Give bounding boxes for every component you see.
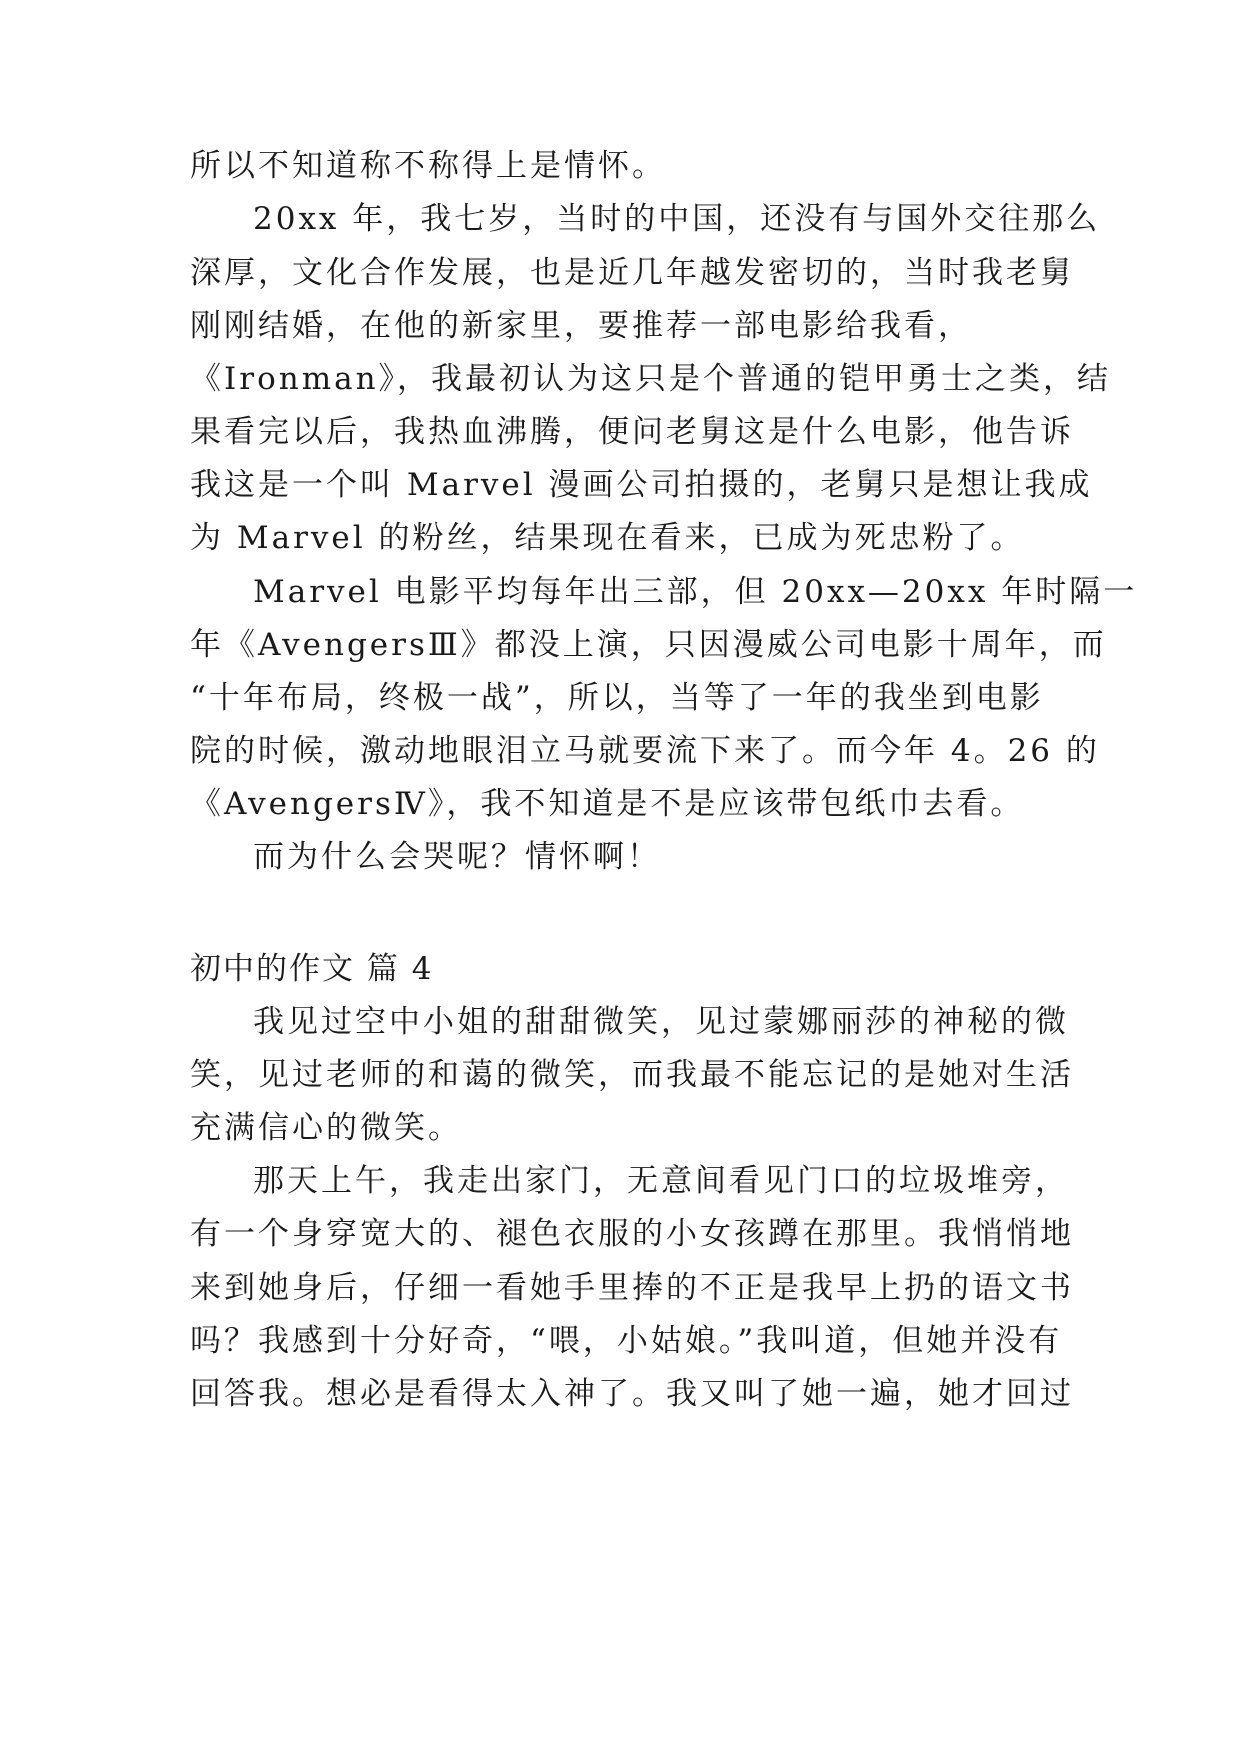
text-line: Marvel 电影平均每年出三部，但 20xx—20xx 年时隔一 <box>253 574 1138 610</box>
text-line: 有一个身穿宽大的、褪色衣服的小女孩蹲在那里。我悄悄地 <box>190 1216 1074 1252</box>
text-line: 院的时候，激动地眼泪立马就要流下来了。而今年 4。26 的 <box>190 733 1100 769</box>
text-line: 果看完以后，我热血沸腾，便问老舅这是什么电影，他告诉 <box>190 414 1074 450</box>
text-line: 充满信心的微笑。 <box>190 1110 462 1146</box>
text-line: 所以不知道称不称得上是情怀。 <box>190 148 666 184</box>
text-line: 那天上午，我走出家门，无意间看见门口的垃圾堆旁， <box>253 1163 1069 1199</box>
text-line: 吗？我感到十分好奇，“喂，小姑娘。”我叫道，但她并没有 <box>190 1323 1063 1359</box>
text-line: 我见过空中小姐的甜甜微笑，见过蒙娜丽莎的神秘的微 <box>253 1004 1069 1040</box>
text-line: 《Ironman》，我最初认为这只是个普通的铠甲勇士之类，结 <box>190 361 1112 397</box>
text-line: 回答我。想必是看得太入神了。我又叫了她一遍，她才回过 <box>190 1376 1074 1412</box>
text-line: 深厚，文化合作发展，也是近几年越发密切的，当时我老舅 <box>190 255 1074 291</box>
text-line: 《AvengersⅣ》，我不知道是不是应该带包纸巾去看。 <box>190 786 1025 822</box>
text-line: 刚刚结婚，在他的新家里，要推荐一部电影给我看， <box>190 308 972 344</box>
text-line: 20xx 年，我七岁，当时的中国，还没有与国外交往那么 <box>253 201 1101 237</box>
text-line: 而为什么会哭呢？情怀啊！ <box>253 839 661 875</box>
text-line: 为 Marvel 的粉丝，结果现在看来，已成为死忠粉了。 <box>190 520 1025 556</box>
text-line: 笑，见过老师的和蔼的微笑，而我最不能忘记的是她对生活 <box>190 1057 1074 1093</box>
text-line: 来到她身后，仔细一看她手里捧的不正是我早上扔的语文书 <box>190 1270 1074 1306</box>
text-line: “十年布局，终极一战”，所以，当等了一年的我坐到电影 <box>190 680 1044 716</box>
text-line: 我这是一个叫 Marvel 漫画公司拍摄的，老舅只是想让我成 <box>190 467 1093 503</box>
text-line: 年《AvengersⅢ》都没上演，只因漫威公司电影十周年，而 <box>190 627 1107 663</box>
section-heading: 初中的作文 篇 4 <box>190 951 434 987</box>
